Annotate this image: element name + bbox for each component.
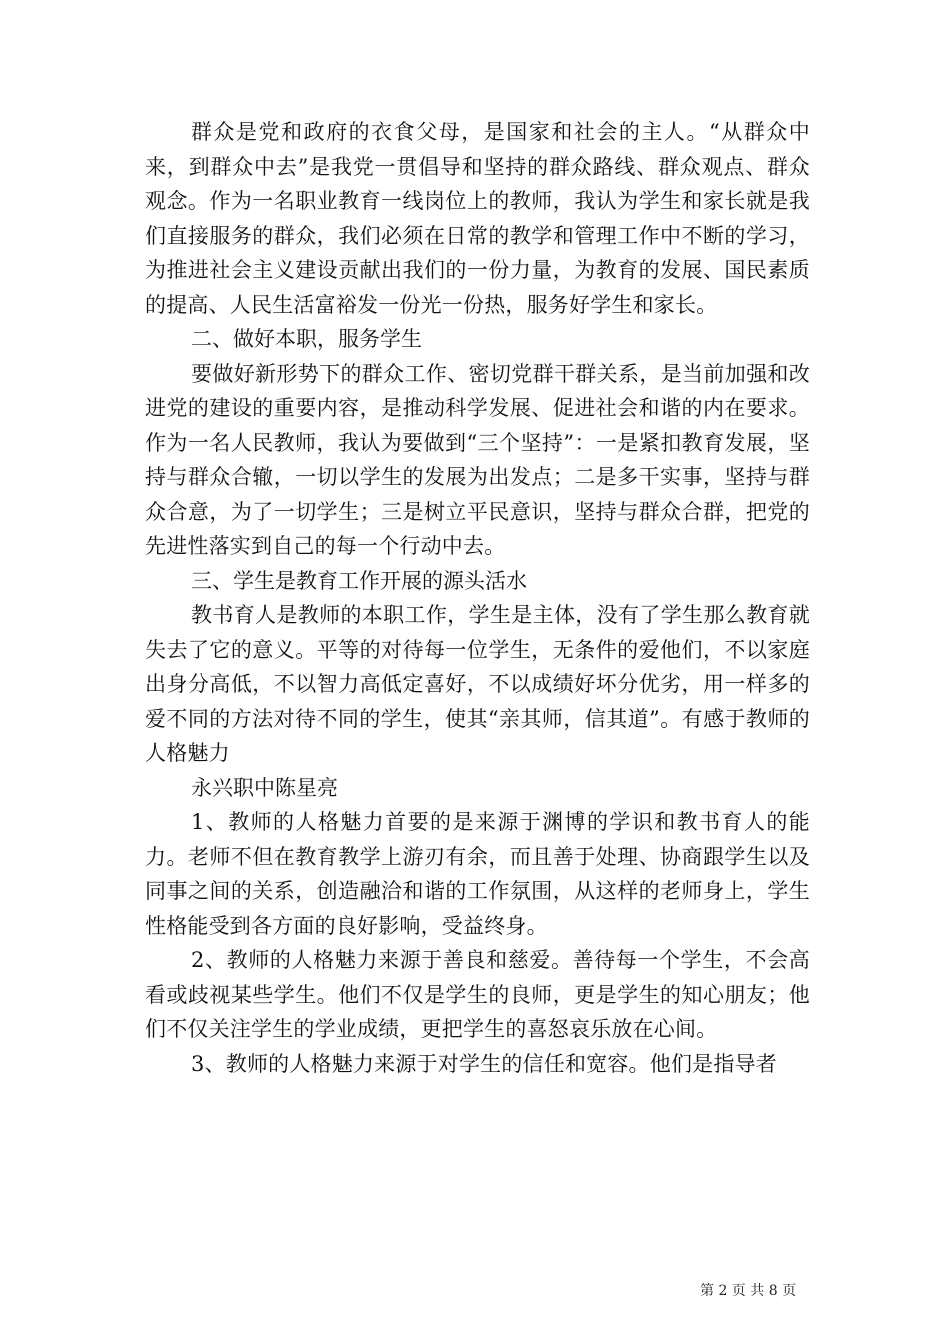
paragraph-1: 群众是党和政府的衣食父母，是国家和社会的主人。“从群众中来，到群众中去”是我党一贯倡导和坚持的群众路线、群众观点、群众观念。作为一名职业教育一线岗位上的教师，我认为学生和家长就是我们直接服务的群众，我们必须在日常的教学和管理工作中不断的学习，为推进社会主义建设贡献出我们的一份力量，为教育的发展、国民素质的提高、人民生活富裕发一份光一份热，服务好学生和家长。 — [145, 120, 810, 317]
paragraph-3: 教书育人是教师的本职工作，学生是主体，没有了学生那么教育就失去了它的意义。平等的对待每一位学生，无条件的爱他们，不以家庭出身分高低，不以智力高低定喜好，不以成绩好坏分优劣，用一样多的爱不同的方法对待不同的学生，使其“亲其师，信其道”。有感于教师的人格魅力 — [145, 603, 810, 765]
paragraph-point-2: 2、教师的人格魅力来源于善良和慈爱。善待每一个学生，不会高看或歧视某些学生。他们不仅是学生的良师，更是学生的知心朋友；他们不仅关注学生的学业成绩，更把学生的喜怒哀乐放在心间。 — [145, 948, 810, 1041]
page-number: 第 2 页 共 8 页 — [700, 1283, 797, 1299]
paragraph-2: 要做好新形势下的群众工作、密切党群干群关系，是当前加强和改进党的建设的重要内容，是推动科学发展、促进社会和谐的内在要求。作为一名人民教师，我认为要做到“三个坚持”：一是紧扣教育发展，坚持与群众合辙，一切以学生的发展为出发点；二是多干实事，坚持与群众合意，为了一切学生；三是树立平民意识，坚持与群众合群，把党的先进性落实到自己的每一个行动中去。 — [145, 361, 810, 558]
section-heading-2: 二、做好本职，服务学生 — [191, 327, 422, 351]
paragraph-point-3: 3、教师的人格魅力来源于对学生的信任和宽容。他们是指导者 — [191, 1051, 777, 1076]
document-body — [145, 115, 810, 1081]
author-line: 永兴职中陈星亮 — [191, 775, 338, 800]
paragraph-point-1: 1、教师的人格魅力首要的是来源于渊博的学识和教书育人的能力。老师不但在教育教学上游刃有余，而且善于处理、协商跟学生以及同事之间的关系，创造融洽和谐的工作氛围，从这样的老师身上，学生性格能受到各方面的良好影响，受益终身。 — [145, 810, 810, 938]
section-heading-3: 三、学生是教育工作开展的源头活水 — [191, 568, 527, 593]
